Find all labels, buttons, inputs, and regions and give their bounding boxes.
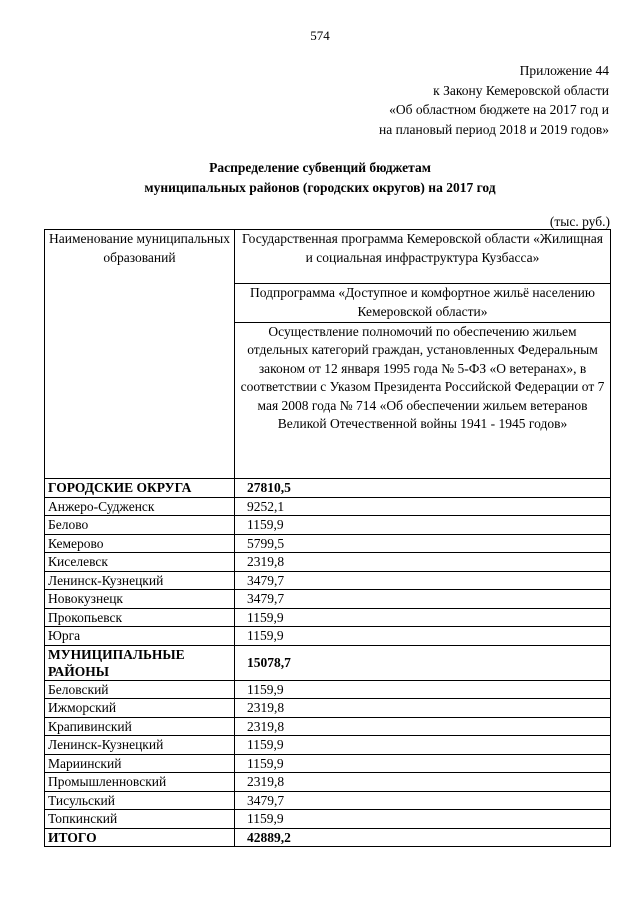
group-row-cities [45,479,611,498]
row-name: Крапивинский [45,717,235,736]
total-row [45,828,611,847]
table-row [45,571,611,590]
row-name: Прокопьевск [45,608,235,627]
row-name: Топкинский [45,810,235,829]
table-row [45,791,611,810]
document-title [0,158,640,198]
header-row [45,230,611,284]
table-row [45,590,611,609]
header-program [235,230,611,284]
row-value: 2319,8 [235,717,611,736]
table-row [45,553,611,572]
table-row [45,516,611,535]
row-value: 1159,9 [235,754,611,773]
table-row [45,497,611,516]
header-name-text: Наименование муниципальных образований [49,231,230,265]
row-value: 3479,7 [235,590,611,609]
appendix-line: на плановый период 2018 и 2019 годов» [378,121,609,137]
header-subprogram [235,284,611,323]
group-label: МУНИЦИПАЛЬНЫЕ РАЙОНЫ [45,645,235,680]
row-value: 2319,8 [235,773,611,792]
row-name: Тисульский [45,791,235,810]
row-value: 9252,1 [235,497,611,516]
row-name: Ижморский [45,699,235,718]
row-name: Киселевск [45,553,235,572]
row-value: 1159,9 [235,680,611,699]
subsidy-table [44,229,611,847]
header-program-text: Государственная программа Кемеровской области «Жилищная и социальная инфраструктура Кузбасса» [242,231,603,265]
row-name: Юрга [45,627,235,646]
table-row [45,810,611,829]
group-value: 27810,5 [235,479,611,498]
row-value: 2319,8 [235,553,611,572]
total-label: ИТОГО [45,828,235,847]
table-row [45,717,611,736]
page-number: 574 [310,28,330,43]
row-value: 3479,7 [235,571,611,590]
header-activity-text: Осуществление полномочий по обеспечению жильем отдельных категорий граждан, установленных Федеральным законом от 12 января 1995 года № 5-ФЗ «О ветеранах», в соответствии с Указом Президента Российской Федерации от 7 мая 2008 года № 714 «Об обеспечении жильем ветеранов Великой Отечественной войны 1941 - 1945 годов» [240,323,605,432]
table-row [45,608,611,627]
title-line: Распределение субвенций бюджетам [209,160,431,175]
row-name: Новокузнецк [45,590,235,609]
row-value: 2319,8 [235,699,611,718]
header-subprogram-text: Подпрограмма «Доступное и комфортное жильё населению Кемеровской области» [249,285,595,319]
row-name: Беловский [45,680,235,699]
row-name: Кемерово [45,534,235,553]
row-value: 3479,7 [235,791,611,810]
group-row-districts [45,645,611,680]
row-name: Мариинский [45,754,235,773]
row-name: Белово [45,516,235,535]
appendix-block [379,61,609,139]
appendix-line: «Об областном бюджете на 2017 год и [389,102,609,117]
units-label: (тыс. руб.) [549,214,610,229]
table-row [45,699,611,718]
table-row [45,736,611,755]
row-name: Ленинск-Кузнецкий [45,736,235,755]
row-value: 1159,9 [235,736,611,755]
header-activity [235,322,611,478]
table-row [45,627,611,646]
table-row [45,534,611,553]
row-value: 1159,9 [235,516,611,535]
row-value: 1159,9 [235,608,611,627]
header-name-column [45,230,235,479]
row-value: 1159,9 [235,810,611,829]
row-name: Ленинск-Кузнецкий [45,571,235,590]
row-value: 5799,5 [235,534,611,553]
total-value: 42889,2 [235,828,611,847]
table-row [45,754,611,773]
row-name: Анжеро-Судженск [45,497,235,516]
table-row [45,773,611,792]
table-row [45,680,611,699]
group-label: ГОРОДСКИЕ ОКРУГА [45,479,235,498]
row-name: Промышленновский [45,773,235,792]
title-line: муниципальных районов (городских округов) на 2017 год [144,180,496,195]
row-value: 1159,9 [235,627,611,646]
group-value: 15078,7 [235,645,611,680]
appendix-line: Приложение 44 [519,63,609,78]
appendix-line: к Закону Кемеровской области [433,82,609,98]
